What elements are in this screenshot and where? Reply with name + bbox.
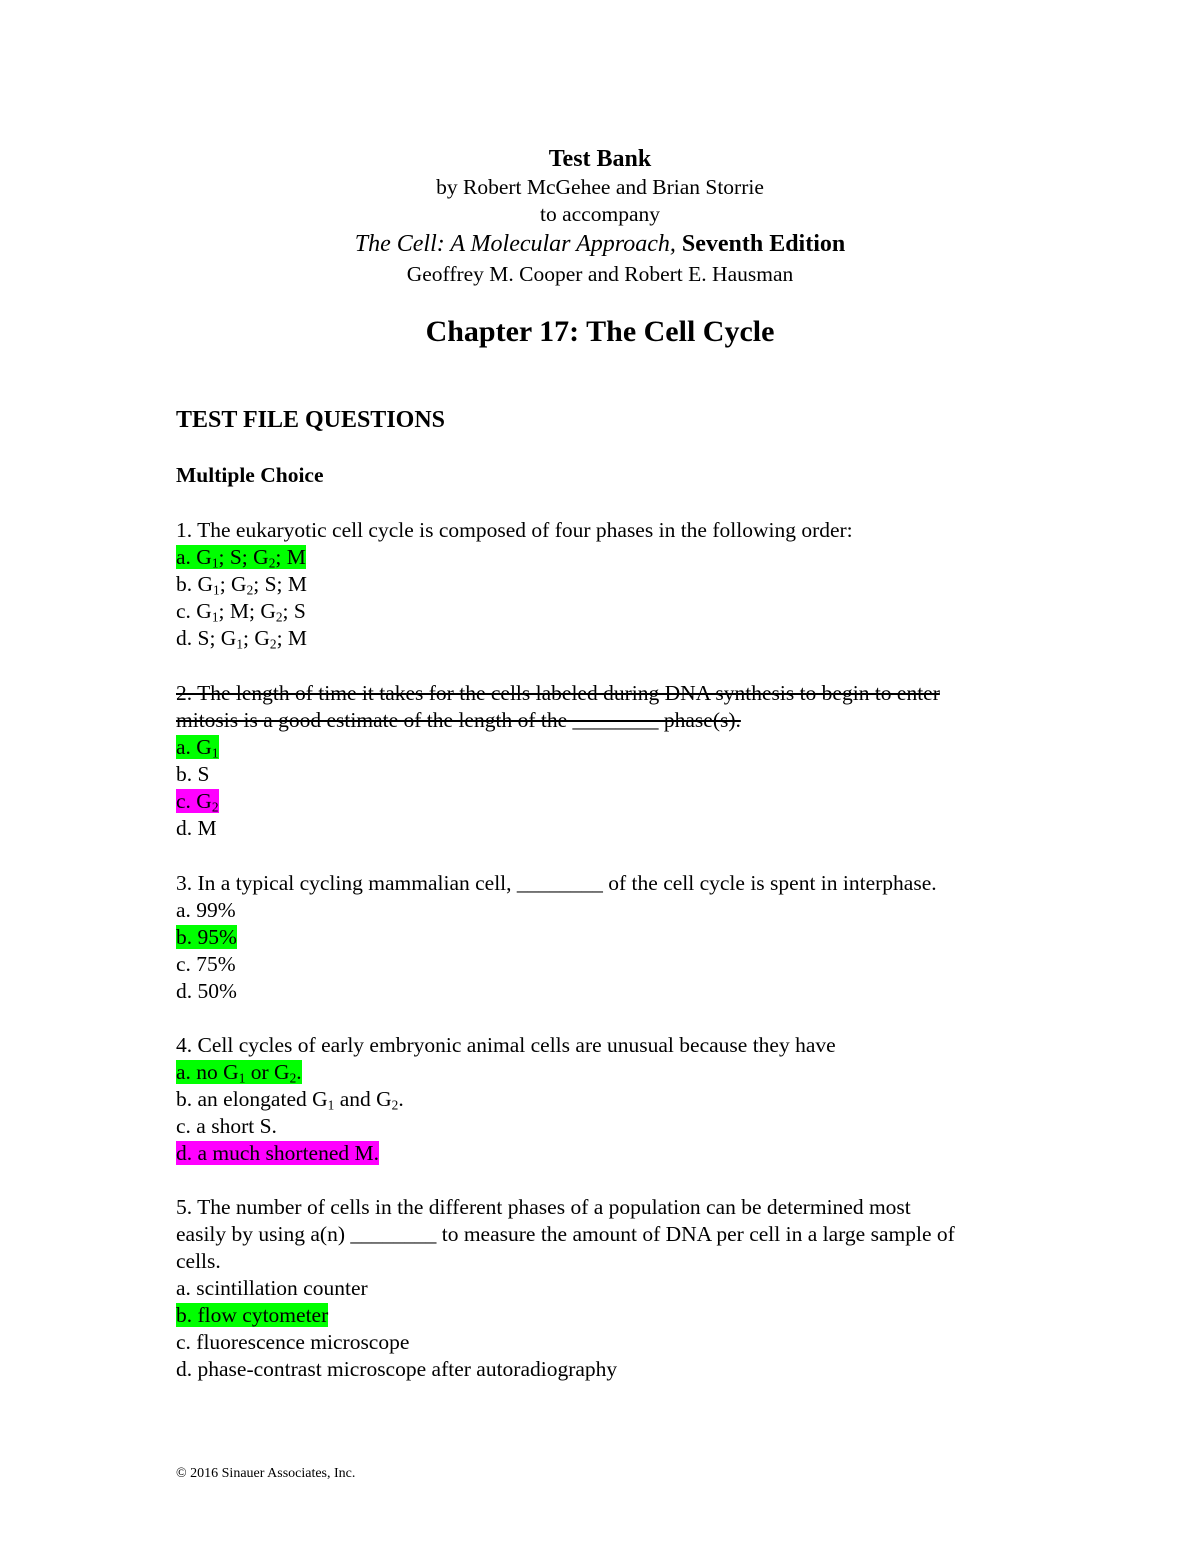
q4-stem: 4. Cell cycles of early embryonic animal cells are unusual because they have	[176, 1033, 836, 1057]
q1-option-b: b. $G_1$; $G_2$; S; M	[176, 572, 308, 598]
correct-answer-highlight: b. flow cytometer	[176, 1303, 329, 1327]
q5-stem-line-1: 5. The number of cells in the different phases of a population can be determined most	[176, 1195, 911, 1219]
q5-option-d: d. phase-contrast microscope after autoradiography	[176, 1357, 618, 1381]
q4-option-a	[176, 1059, 302, 1086]
q2-option-a	[176, 734, 219, 761]
section-title: TEST FILE QUESTIONS	[176, 407, 446, 433]
q5-option-c: c. fluorescence microscope	[176, 1330, 410, 1354]
q1-option-c: c. $G_1$; M; $G_2$; S	[176, 599, 306, 625]
book-authors: Geoffrey M. Cooper and Robert E. Hausman	[406, 262, 794, 286]
q4-option-c: c. a short S.	[176, 1114, 277, 1138]
q5-stem-line-2: easily by using a(n) ________ to measure the amount of DNA per cell in a large sample of	[176, 1222, 955, 1246]
q3-stem: 3. In a typical cycling mammalian cell, ________ of the cell cycle is spent in interphase.	[176, 871, 937, 895]
q1-option-a	[176, 544, 306, 571]
q2-option-c	[176, 788, 219, 815]
q4-option-d	[176, 1140, 379, 1167]
q3-option-c: c. 75%	[176, 952, 236, 976]
q2-stem-line-1: 2. The length of time it takes for the cells labeled during DNA synthesis to begin to enter	[176, 681, 940, 705]
correct-answer-highlight: a. $G_1$; S; $G_2$; M	[176, 545, 306, 571]
alternate-answer-highlight: d. a much shortened M.	[176, 1141, 380, 1165]
q1-option-d: d. S; $G_1$; $G_2$; M	[176, 626, 308, 652]
q4-option-b: b. an elongated $G_1$ and $G_2$.	[176, 1087, 404, 1113]
doc-accompany: to accompany	[540, 202, 660, 226]
correct-answer-highlight: a. $G_1$	[176, 735, 219, 761]
q2-option-b: b. S	[176, 762, 210, 786]
q3-option-d: d. 50%	[176, 979, 237, 1003]
q2-stem-line-2: mitosis is a good estimate of the length of the ________ phase(s).	[176, 708, 741, 732]
subsection-title: Multiple Choice	[176, 463, 324, 487]
book-edition: Seventh Edition	[681, 231, 846, 257]
q1-stem: 1. The eukaryotic cell cycle is composed of four phases in the following order:	[176, 518, 853, 542]
chapter-title: Chapter 17: The Cell Cycle	[425, 315, 775, 348]
q2-option-d: d. M	[176, 816, 217, 840]
correct-answer-highlight: a. no $G_1$ or $G_2$.	[176, 1060, 302, 1086]
book-title: The Cell: A Molecular Approach,	[354, 231, 676, 257]
book-title-line	[0, 229, 1200, 259]
correct-answer-highlight: b. 95%	[176, 925, 237, 949]
copyright-footer: © 2016 Sinauer Associates, Inc.	[176, 1466, 356, 1481]
q3-option-b	[176, 924, 237, 951]
doc-title: Test Bank	[548, 146, 652, 172]
q5-option-b	[176, 1302, 328, 1329]
alternate-answer-highlight: c. $G_2$	[176, 789, 219, 815]
q5-stem-line-3: cells.	[176, 1249, 221, 1273]
q5-option-a: a. scintillation counter	[176, 1276, 368, 1300]
q3-option-a: a. 99%	[176, 898, 236, 922]
doc-authors: by Robert McGehee and Brian Storrie	[436, 175, 764, 199]
